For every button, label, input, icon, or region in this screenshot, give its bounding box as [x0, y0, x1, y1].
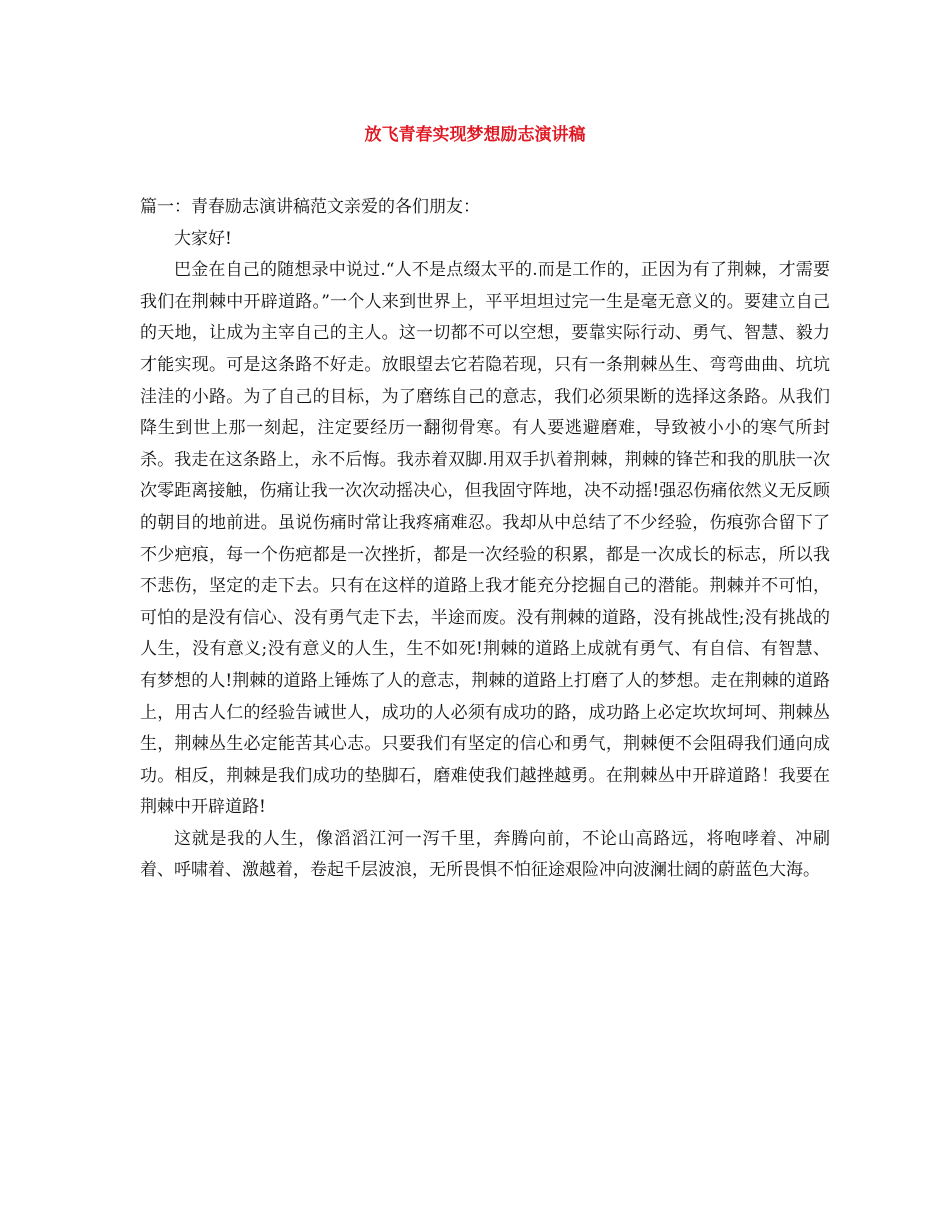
section-heading: 篇一：青春励志演讲稿范文亲爱的各们朋友：: [140, 197, 480, 217]
document-title: 放飞青春实现梦想励志演讲稿: [364, 125, 586, 145]
body-paragraph: 巴金在自己的随想录中说过.“人不是点缀太平的.而是工作的，正因为有了荆棘，才需要我们在荆棘中开辟道路。”一个人来到世界上，平平坦坦过完一生是毫无意义的。要建立自己的天地，让成为主宰自己的主人。这一切都不可以空想，要靠实际行动、勇气、智慧、毅力才能实现。可是这条路不好走。放眼望去它若隐若现，只有一条荆棘丛生、弯弯曲曲、坑坑洼洼的小路。为了自己的目标，为了磨练自己的意志，我们必须果断的选择这条路。从我们降生到世上那一刻起，注定要经历一翻彻骨寒。有人要逃避磨难，导致被小小的寒气所封杀。我走在这条路上，永不后悔。我赤着双脚.用双手扒着荆棘，荆棘的锋芒和我的肌肤一次次零距离接触，伤痛让我一次次动摇决心，但我固守阵地，决不动摇!强忍伤痛依然义无反顾的朝目的地前进。虽说伤痛时常让我疼痛难忍。我却从中总结了不少经验，伤痕弥合留下了不少疤痕，每一个伤疤都是一次挫折，都是一次经验的积累，都是一次成长的标志，所以我不悲伤，坚定的走下去。只有在这样的道路上我才能充分挖掘自己的潜能。荆棘并不可怕，可怕的是没有信心、没有勇气走下去，半途而废。没有荆棘的道路，没有挑战性;没有挑战的人生，没有意义;没有意义的人生，生不如死!荆棘的道路上成就有勇气、有自信、有智慧、有梦想的人!荆棘的道路上锤炼了人的意志，荆棘的道路上打磨了人的梦想。走在荆棘的道路上，用古人仁的经验告诫世人，成功的人必须有成功的路，成功路上必定坎坎坷坷、荆棘丛生，荆棘丛生必定能苦其心志。只要我们有坚定的信心和勇气，荆棘便不会阻碍我们通向成功。相反，荆棘是我们成功的垫脚石，磨难使我们越挫越勇。在荆棘丛中开辟道路！我要在荆棘中开辟道路!: [140, 260, 830, 818]
closing-paragraph: 这就是我的人生，像滔滔江河一泻千里，奔腾向前，不论山高路远，将咆哮着、冲刷着、呼啸着、激越着，卷起千层波浪，无所畏惧不怕征途艰险冲向波澜壮阔的蔚蓝色大海。: [140, 828, 830, 881]
document-body: [140, 192, 830, 887]
greeting-paragraph: 大家好!: [174, 228, 232, 249]
